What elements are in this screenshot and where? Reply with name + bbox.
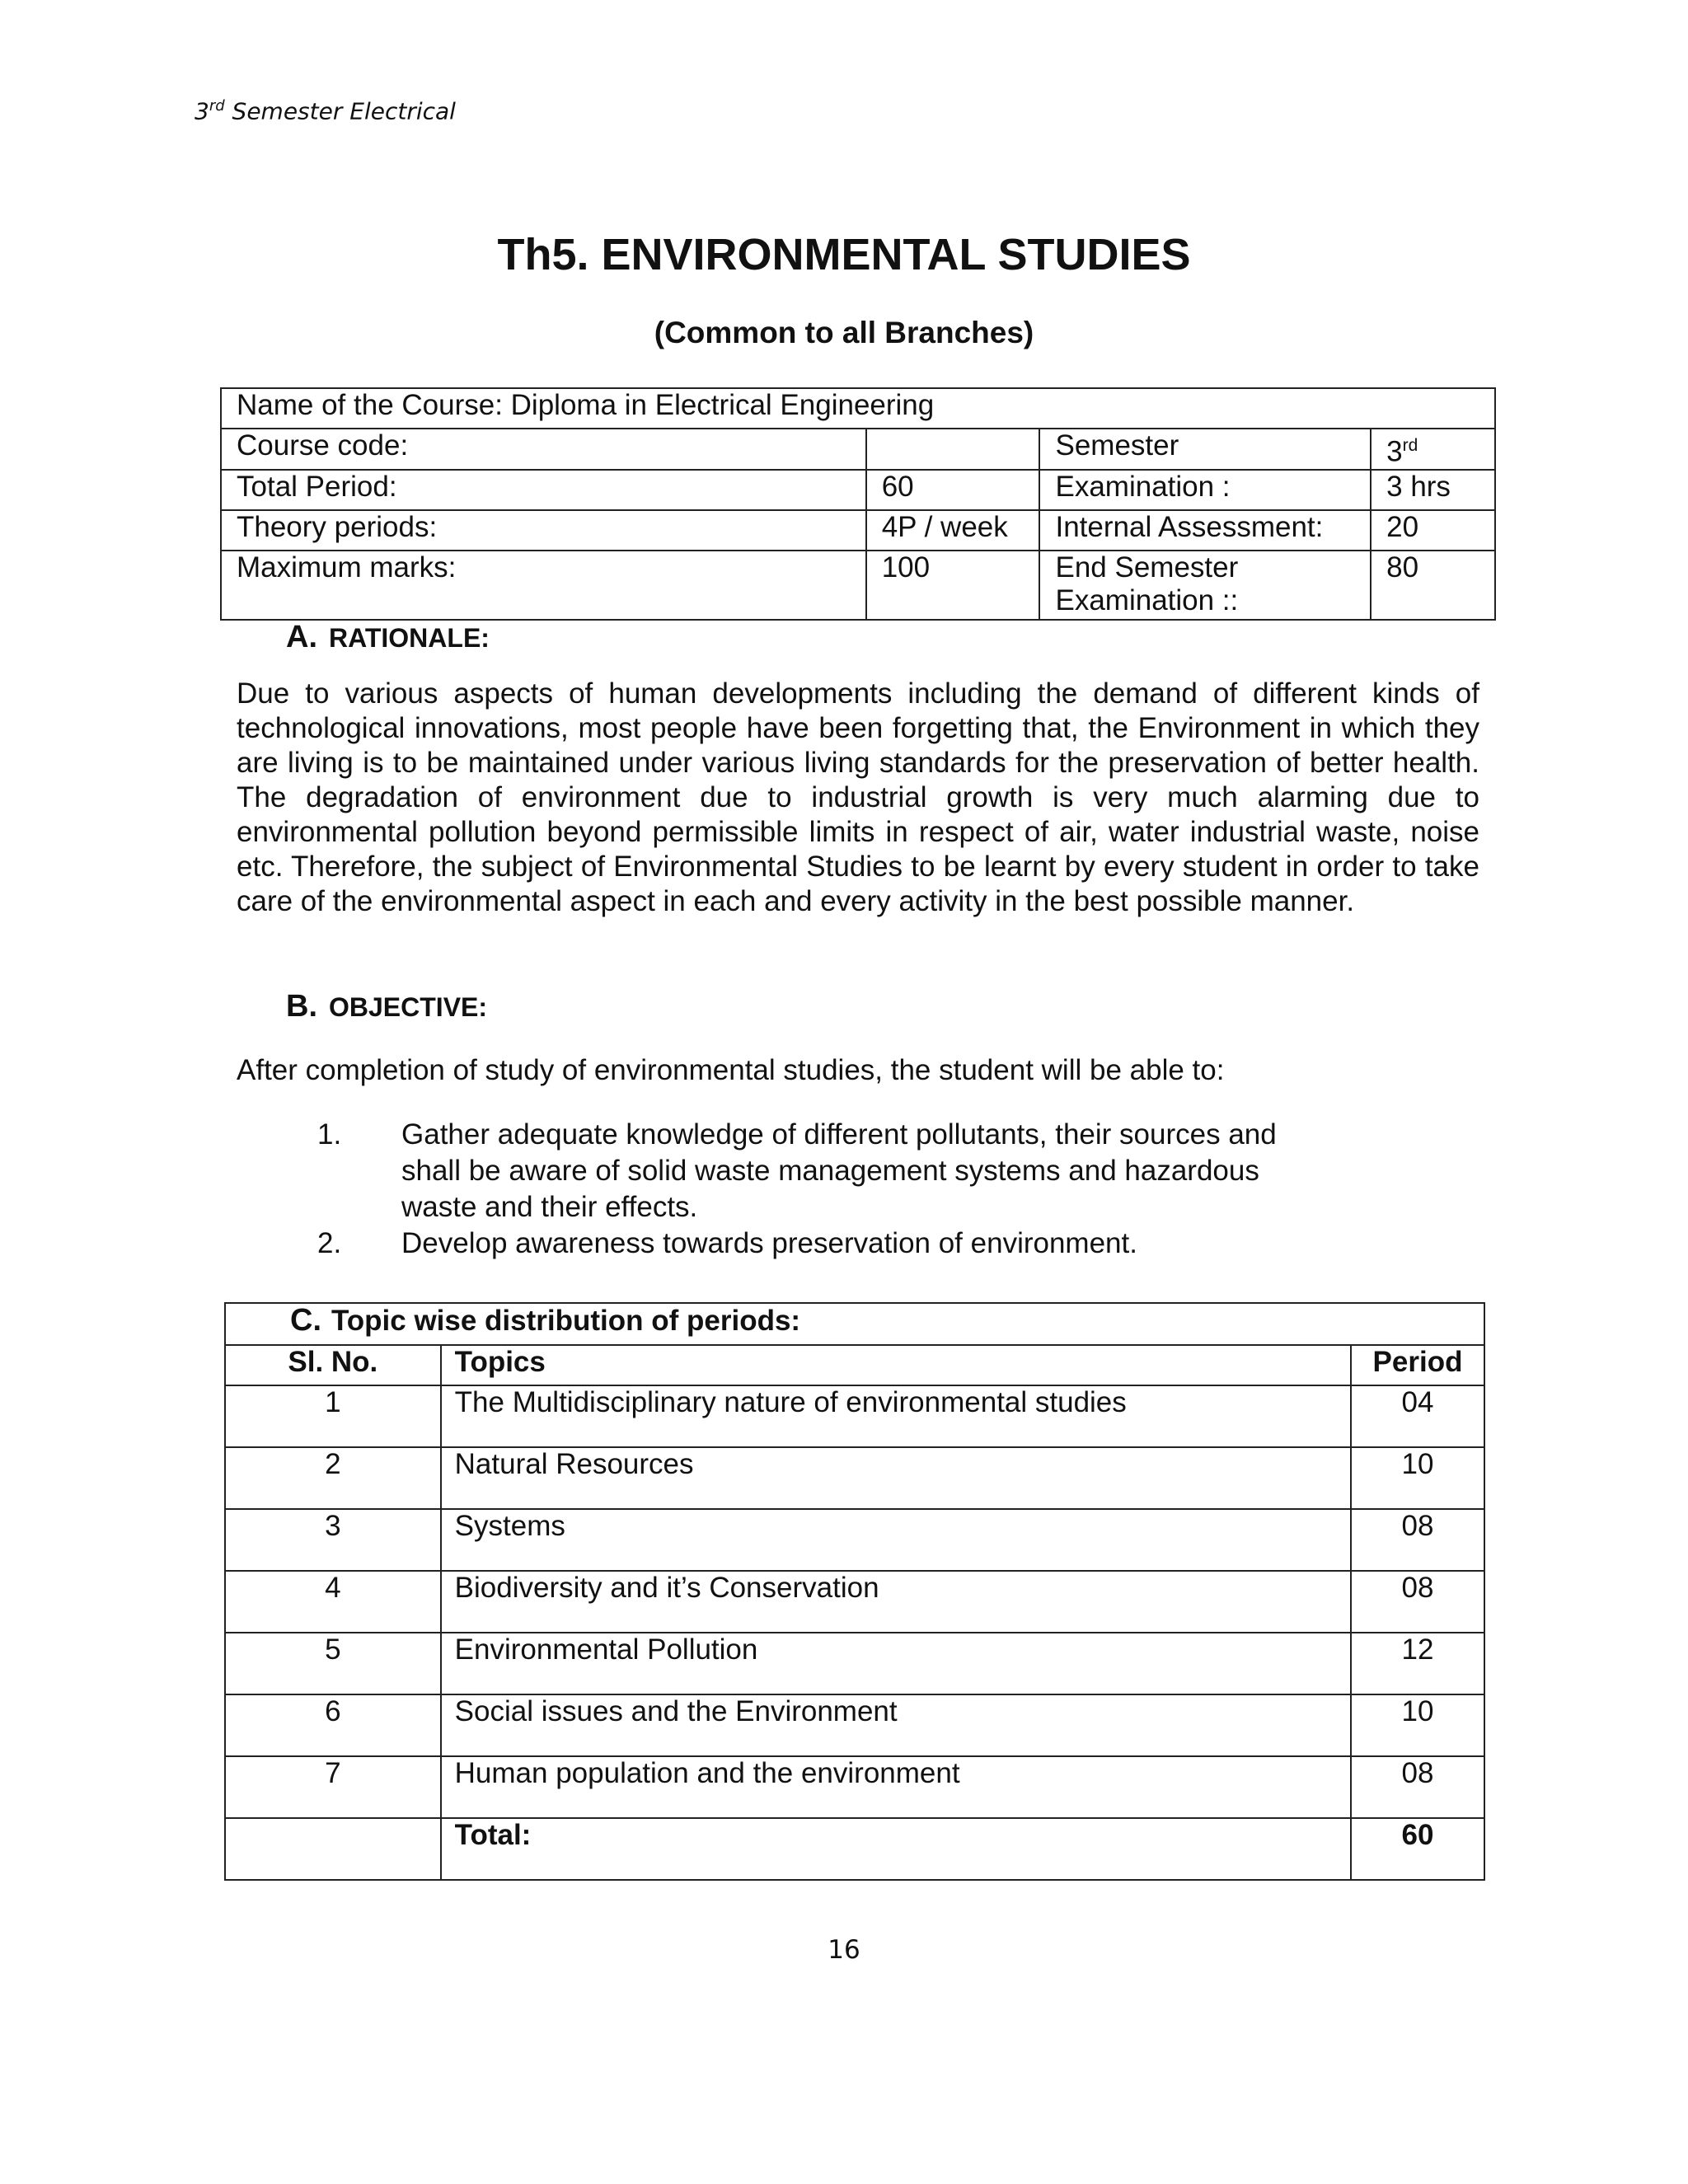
- cell-sl: 3: [225, 1509, 441, 1571]
- list-item: [317, 1117, 1331, 1226]
- page-subtitle: (Common to all Branches): [654, 316, 1034, 349]
- course-info-label: Course code:: [221, 429, 866, 470]
- course-info-label2: Internal Assessment:: [1039, 510, 1371, 551]
- page-header: [195, 97, 456, 124]
- course-info-value2: 80: [1371, 551, 1495, 620]
- cell-sl: 4: [225, 1571, 441, 1633]
- course-info-label: Total Period:: [221, 470, 866, 510]
- cell-period: 12: [1351, 1633, 1484, 1694]
- course-info-value: 4P / week: [866, 510, 1040, 551]
- section-title: OBJECTIVE:: [329, 992, 488, 1022]
- course-info-value2: 3 hrs: [1371, 470, 1495, 510]
- cell-sl: 6: [225, 1694, 441, 1756]
- section-title: RATIONALE:: [329, 623, 490, 653]
- list-item-number: 1.: [317, 1118, 342, 1151]
- course-info-row: [221, 510, 1495, 551]
- table-row: [225, 1633, 1484, 1694]
- cell-topic: Systems: [441, 1509, 1351, 1571]
- course-info-value2: 20: [1371, 510, 1495, 551]
- section-letter: B.: [286, 989, 317, 1024]
- objective-list: [317, 1117, 1331, 1262]
- cell-sl: 1: [225, 1385, 441, 1447]
- cell-topic: Social issues and the Environment: [441, 1694, 1351, 1756]
- table-header-row: [225, 1345, 1484, 1385]
- course-info-value2: [1371, 429, 1495, 470]
- rationale-paragraph: Due to various aspects of human developments including the demand of different kinds of technological innovations, most people have been forgetting that, the Environment in which they are living is to be maintained under various living standards for the preservation of better health. The degradation of environment due to industrial growth is very much alarming due to environmental pollution beyond permissible limits in respect of air, water industrial waste, noise etc. Therefore, the subject of Environmental Studies to be learnt by every student in order to take care of the environmental aspect in each and every activity in the best possible manner.: [237, 677, 1479, 917]
- course-info-table: [220, 387, 1496, 621]
- cell-period: 08: [1351, 1509, 1484, 1571]
- cell-period: 08: [1351, 1756, 1484, 1818]
- list-item-text: Develop awareness towards preservation of environment.: [401, 1227, 1137, 1259]
- cell-sl-empty: [225, 1818, 441, 1880]
- section-a-heading: [286, 620, 490, 655]
- page-number: 16: [828, 1935, 860, 1965]
- section-letter: C.: [290, 1303, 321, 1338]
- course-info-row: [221, 551, 1495, 620]
- cell-sl: 2: [225, 1447, 441, 1509]
- header-text: Semester Electrical: [224, 97, 456, 125]
- objective-intro: After completion of study of environmental studies, the student will be able to:: [237, 1054, 1225, 1086]
- page-title: Th5. ENVIRONMENTAL STUDIES: [497, 230, 1191, 279]
- column-header-period: Period: [1351, 1345, 1484, 1385]
- course-info-label2: Examination :: [1039, 470, 1371, 510]
- table-row: [225, 1694, 1484, 1756]
- section-b-heading: [286, 989, 487, 1024]
- total-value: 60: [1351, 1818, 1484, 1880]
- column-header-sl: Sl. No.: [225, 1345, 441, 1385]
- semester-value: 3: [1386, 435, 1403, 468]
- course-info-label: Maximum marks:: [221, 551, 866, 620]
- course-info-label2: Semester: [1039, 429, 1371, 470]
- total-label: Total:: [441, 1818, 1351, 1880]
- list-item-number: 2.: [317, 1227, 342, 1259]
- cell-period: 04: [1351, 1385, 1484, 1447]
- cell-topic: Natural Resources: [441, 1447, 1351, 1509]
- table-row: [225, 1385, 1484, 1447]
- cell-period: 08: [1351, 1571, 1484, 1633]
- cell-topic: Human population and the environment: [441, 1756, 1351, 1818]
- table-total-row: [225, 1818, 1484, 1880]
- cell-period: 10: [1351, 1447, 1484, 1509]
- cell-period: 10: [1351, 1694, 1484, 1756]
- header-superscript: rd: [209, 97, 225, 115]
- course-info-value: 100: [866, 551, 1040, 620]
- table-row: [225, 1447, 1484, 1509]
- section-c-heading: [225, 1303, 1484, 1345]
- course-info-row: [221, 470, 1495, 510]
- column-header-topic: Topics: [441, 1345, 1351, 1385]
- cell-sl: 7: [225, 1756, 441, 1818]
- course-info-row: [221, 429, 1495, 470]
- list-item-text: Gather adequate knowledge of different pollutants, their sources and shall be aware of solid waste management systems and hazardous waste and their effects.: [401, 1118, 1277, 1223]
- course-info-label2: End Semester Examination ::: [1039, 551, 1371, 620]
- course-name-cell: Name of the Course: Diploma in Electrical Engineering: [221, 388, 1495, 429]
- cell-topic: Environmental Pollution: [441, 1633, 1351, 1694]
- header-semester-number: 3: [195, 97, 209, 125]
- list-item: [317, 1226, 1331, 1262]
- section-title: Topic wise distribution of periods:: [331, 1305, 801, 1337]
- table-caption-row: [225, 1303, 1484, 1345]
- cell-topic: The Multidisciplinary nature of environmental studies: [441, 1385, 1351, 1447]
- course-name-row: [221, 388, 1495, 429]
- cell-sl: 5: [225, 1633, 441, 1694]
- section-letter: A.: [286, 620, 317, 654]
- course-info-label: Theory periods:: [221, 510, 866, 551]
- course-info-value: 60: [866, 470, 1040, 510]
- course-info-value: [866, 429, 1040, 470]
- semester-superscript: rd: [1402, 436, 1418, 455]
- cell-topic: Biodiversity and it’s Conservation: [441, 1571, 1351, 1633]
- table-row: [225, 1756, 1484, 1818]
- table-row: [225, 1571, 1484, 1633]
- topics-table: [224, 1302, 1485, 1881]
- table-row: [225, 1509, 1484, 1571]
